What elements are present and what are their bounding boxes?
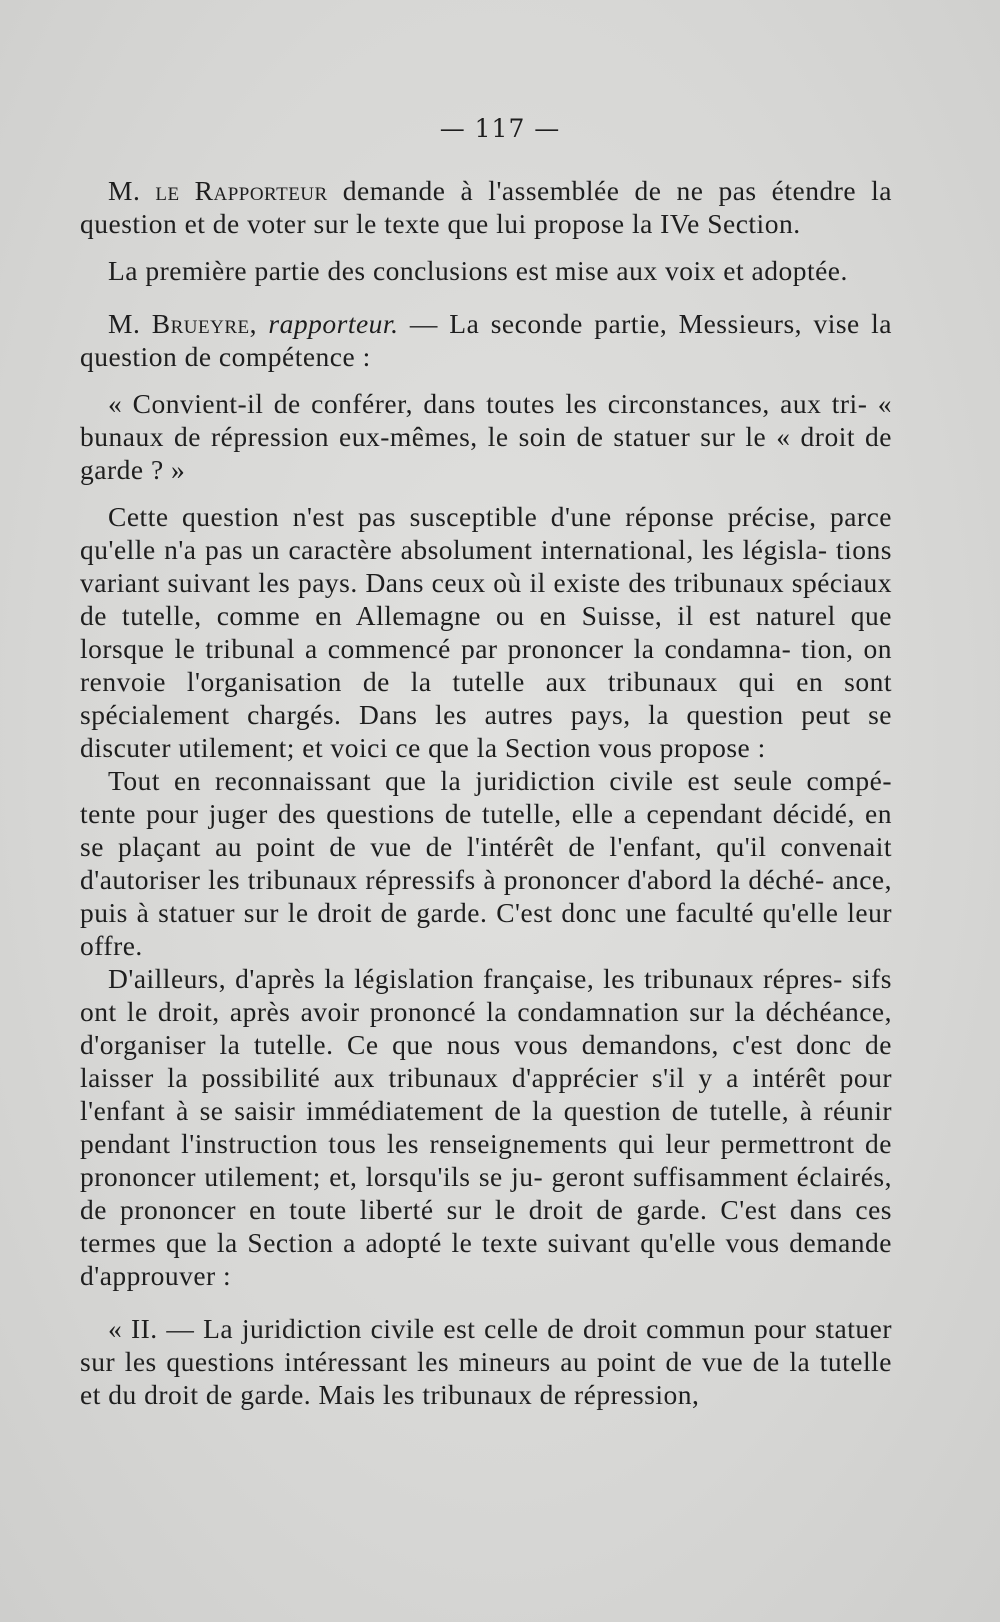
speaker-name: M. le Rapporteur [108, 175, 328, 206]
body-text [80, 174, 892, 1411]
paragraph-text: — La seconde partie, Messieurs, vise la question de compétence : [80, 308, 893, 372]
paragraph-french-law: D'ailleurs, d'après la législation française, les tribunaux répres- sifs ont le droit, après avoir prononcé la condamnation sur la déchéance, d'organiser la tutelle. Ce que nous vous demandons, c'est donc de laisser la possibilité aux tribunaux d'apprécier s'il y a intérêt pour l'enfant à se saisir immédiatement de la question de tutelle, à réunir pendant l'instruction tous les renseignements qui leur permettront de prononcer utilement; et, lorsqu'ils se ju- geront suffisamment éclairés, de prononcer en toute liberté sur le droit de garde. C'est dans ces termes que la Section a adopté le texte suivant qu'elle vous demande d'approuver : [80, 963, 892, 1291]
paragraph-question-quote: « Convient-il de conférer, dans toutes les circonstances, aux tri- « bunaux de répression eux-mêmes, le soin de statuer sur le « droit de garde ? » [80, 388, 892, 485]
speaker-role: rapporteur. [256, 308, 399, 339]
paragraph-article-ii-quote: « II. — La juridiction civile est celle de droit commun pour statuer sur les questions intéressant les mineurs au point de vue de la tutelle et du droit de garde. Mais les tribunaux de répression, [80, 1313, 892, 1410]
speaker-name: M. Brueyre, [108, 308, 257, 339]
page-number: — 117 — [439, 114, 561, 143]
paragraph-answer: Cette question n'est pas susceptible d'une réponse précise, parce qu'elle n'a pas un caractère absolument international, les législa- tions variant suivant les pays. Dans ceux où il existe des tribunaux spéciaux de tutelle, comme en Allemagne ou en Suisse, il est naturel que lorsque le tribunal a commencé par prononcer la condamna- tion, on renvoie l'organisation de la tutelle aux tribunaux qui en sont spécialement chargés. Dans les autres pays, la question peut se discuter utilement; et voici ce que la Section vous propose : [80, 501, 892, 763]
paragraph-brueyre [80, 307, 892, 373]
paragraph-rapporteur-request [80, 174, 892, 240]
paragraph-text: demande à l'assemblée de ne pas étendre la question et de voter sur le texte que lui propose la IVe Section. [80, 175, 892, 239]
paragraph-adoption: La première partie des conclusions est mise aux voix et adoptée. [108, 255, 848, 286]
paragraph-section-decision: Tout en reconnaissant que la juridiction civile est seule compé- tente pour juger des questions de tutelle, elle a cependant décidé, en se plaçant au point de vue de l'intérêt de l'enfant, qu'il convenait d'autoriser les tribunaux répressifs à prononcer d'abord la déché- ance, puis à statuer sur le droit de garde. C'est donc une faculté qu'elle leur offre. [80, 765, 892, 961]
